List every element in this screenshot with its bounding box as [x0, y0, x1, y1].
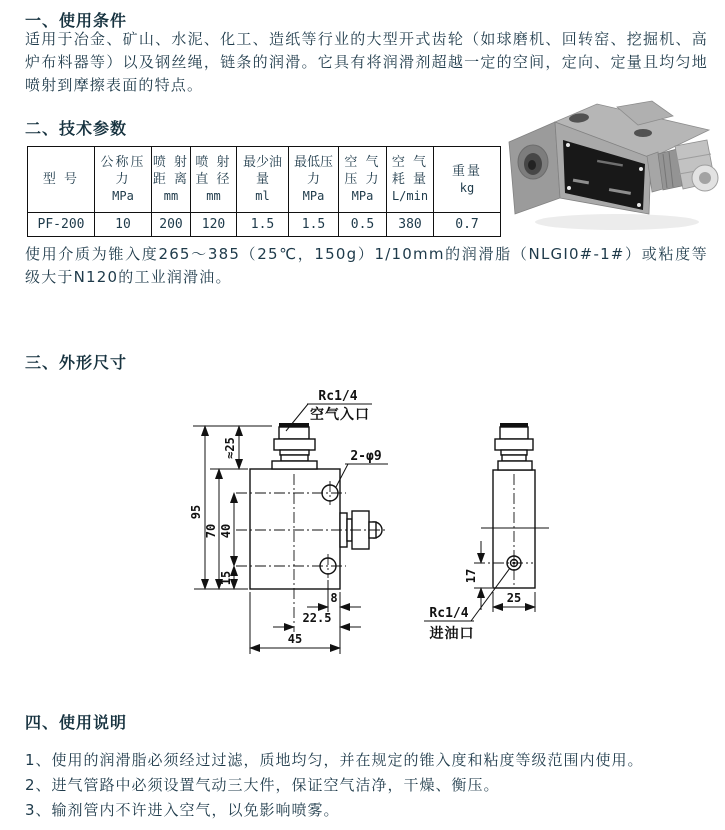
cell-weight: 0.7	[434, 213, 501, 237]
tech-params-table	[27, 146, 501, 237]
col-model: 型 号	[28, 147, 95, 213]
section2-heading: 二、技术参数	[25, 119, 128, 138]
dim-22-5: 22.5	[302, 611, 332, 625]
dimension-drawing	[189, 389, 549, 654]
oil-inlet-hole	[507, 556, 521, 570]
air-inlet-thread-label: Rc1/4	[318, 389, 358, 404]
photo-top-hole	[569, 112, 590, 123]
dim-25: 25	[506, 591, 522, 605]
dim-70: 70	[204, 523, 218, 539]
photo-label-plate	[563, 140, 645, 210]
table-data-row	[28, 213, 501, 237]
dim-8: 8	[330, 591, 338, 605]
hole-callout	[336, 449, 388, 487]
cell-min-pressure: 1.5	[289, 213, 339, 237]
photo-top-hole	[634, 129, 652, 137]
col-air-consumption: 空 气 耗 量 L/min	[387, 147, 434, 213]
col-min-oil: 最少油量 ml	[237, 147, 289, 213]
cell-min-oil: 1.5	[237, 213, 289, 237]
air-inlet-callout	[286, 389, 372, 431]
cell-spray-diameter: 120	[191, 213, 237, 237]
medium-note: 使用介质为锥入度265～385（25℃，150g）1/10mm的润滑脂（NLGI0#-1#）或粘度等级大于N120的工业润滑油。	[25, 245, 708, 286]
instruction-item: 2、进气管路中必须设置气动三大件，保证空气洁净，干燥、衡压。	[25, 776, 500, 794]
oil-inlet-label: 进油口	[429, 626, 475, 642]
mounting-hole	[320, 558, 336, 574]
photo-nozzle	[647, 140, 718, 192]
col-spray-diameter: 喷 射 直 径 mm	[191, 147, 237, 213]
col-nominal-pressure: 公称压力 MPa	[95, 147, 152, 213]
mounting-hole	[322, 485, 338, 501]
table-header-row	[28, 147, 501, 213]
section1-heading: 一、使用条件	[25, 11, 128, 30]
section3-heading: 三、外形尺寸	[25, 353, 128, 372]
photo-front-face	[555, 122, 651, 214]
photo-left-face	[509, 122, 560, 214]
dim-40: 40	[219, 523, 233, 539]
cell-air-consumption: 380	[387, 213, 434, 237]
side-dims	[464, 541, 535, 610]
front-dims	[189, 426, 361, 648]
side-fitting	[495, 423, 533, 470]
hole-callout-label: 2-φ9	[350, 449, 382, 464]
cell-spray-distance: 200	[152, 213, 191, 237]
side-view	[424, 423, 549, 642]
side-nozzle	[340, 511, 382, 549]
col-min-pressure: 最低压力 MPa	[289, 147, 339, 213]
col-weight: 重量 kg	[434, 147, 501, 213]
col-air-pressure: 空 气 压 力 MPa	[339, 147, 387, 213]
dim-95: 95	[189, 504, 203, 520]
dim-45: 45	[287, 632, 303, 646]
photo-top-face	[555, 104, 709, 158]
dim-15: 15	[219, 570, 233, 586]
dim-17: 17	[464, 568, 478, 584]
col-spray-distance: 喷 射 距 离 mm	[152, 147, 191, 213]
air-inlet-fitting	[272, 423, 317, 469]
section4-heading: 四、使用说明	[25, 713, 128, 732]
oil-inlet-thread-label: Rc1/4	[429, 606, 469, 621]
front-view	[189, 389, 388, 654]
product-photo	[509, 101, 718, 230]
photo-bracket	[617, 101, 673, 125]
section1-body: 适用于冶金、矿山、水泥、化工、造纸等行业的大型开式齿轮（如球磨机、回转窑、挖掘机、高炉布料器等）以及钢丝绳，链条的润滑。它具有将润滑剂超越一定的空间，定向、定量且均匀地喷射到摩擦表面的特点。	[25, 30, 708, 94]
cell-nominal-pressure: 10	[95, 213, 152, 237]
instruction-item: 1、使用的润滑脂必须经过过滤，质地均匀，并在规定的锥入度和粘度等级范围内使用。	[25, 751, 644, 769]
oil-inlet-callout	[424, 568, 510, 642]
cell-model: PF-200	[28, 213, 95, 237]
cell-air-pressure: 0.5	[339, 213, 387, 237]
instruction-item: 3、输剂管内不许进入空气，以免影响喷雾。	[25, 801, 340, 819]
dim-approx25: ≈25	[223, 437, 237, 459]
air-inlet-label: 空气入口	[310, 407, 370, 423]
